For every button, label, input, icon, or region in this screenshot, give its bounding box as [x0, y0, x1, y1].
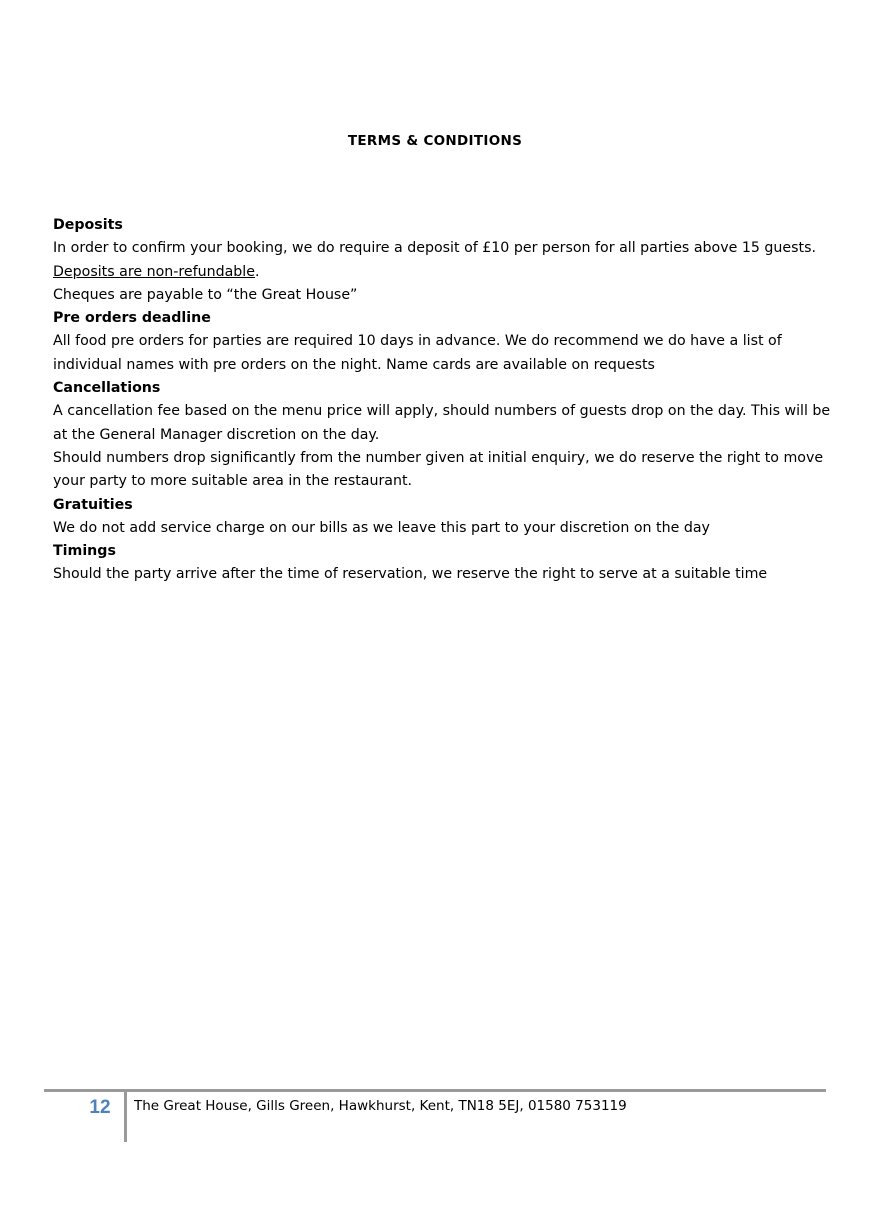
deposits-paragraph: In order to confirm your booking, we do require a deposit of £10 per person for all parties above 15 guests. [53, 240, 816, 257]
timings-heading: Timings [53, 543, 116, 560]
deposits-refund-note [53, 261, 833, 284]
cancellations-paragraph-2: Should numbers drop significantly from the number given at initial enquiry, we do reserve the right to move your party to more suitable area in the restaurant. [53, 449, 824, 490]
pre-orders-paragraph: All food pre orders for parties are required 10 days in advance. We do recommend we do have a list of individual names with pre orders on the night. Name cards are available on requests [53, 333, 782, 373]
page-number: 12 [89, 1097, 111, 1118]
timings-paragraph: Should the party arrive after the time of reservation, we reserve the right to serve at a suitable time [53, 566, 768, 583]
deposits-heading: Deposits [53, 217, 123, 233]
footer-address: The Great House, Gills Green, Hawkhurst, Kent, TN18 5EJ, 01580 753119 [134, 1098, 627, 1114]
terms-content [53, 214, 833, 587]
gratuities-heading: Gratuities [53, 496, 133, 513]
gratuities-paragraph: We do not add service charge on our bills as we leave this part to your discretion on the day [53, 519, 710, 536]
non-refundable-text: Deposits are non-refundable [53, 263, 255, 280]
pre-orders-heading: Pre orders deadline [53, 310, 211, 327]
page-title: TERMS & CONDITIONS [347, 133, 523, 149]
cancellations-paragraph: A cancellation fee based on the menu price will apply, should numbers of guests drop on the day. This will be at the General Manager discretion on the day. [53, 403, 831, 443]
footer-divider [124, 1092, 127, 1142]
footer-rule [44, 1089, 826, 1092]
non-refundable-period: . [254, 263, 260, 280]
cheques-paragraph: Cheques are payable to “the Great House” [53, 286, 358, 303]
cancellations-heading: Cancellations [53, 380, 161, 397]
